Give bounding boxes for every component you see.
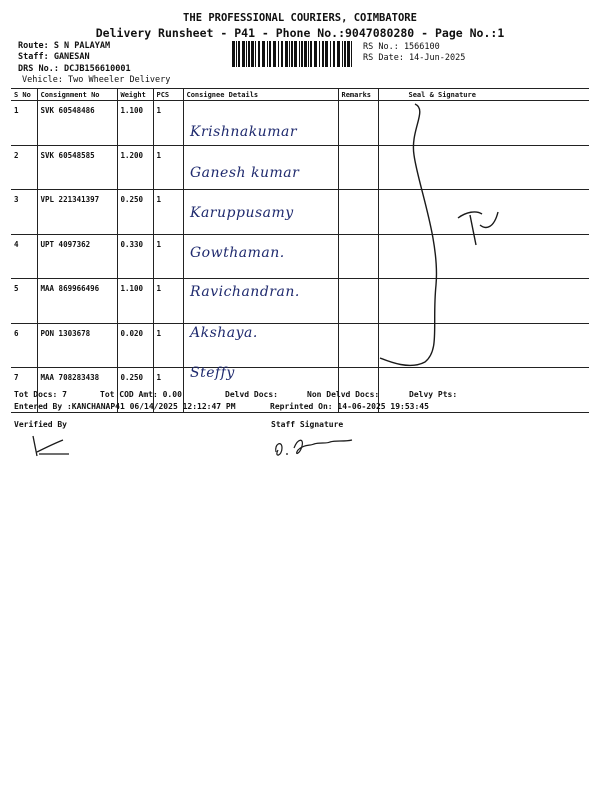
barcode-image <box>232 41 356 67</box>
consignment-cell: PON 1303678 <box>37 323 117 368</box>
weight-cell: 0.250 <box>117 190 153 235</box>
staff-signature-label: Staff Signature <box>271 420 344 429</box>
tot-cod-amount: Tot COD Amt: 0.00 <box>100 390 182 399</box>
drs-number: DRS No.: DCJB156610001 <box>18 64 131 74</box>
sno-cell: 7 <box>11 368 37 413</box>
sno-cell: 6 <box>11 323 37 368</box>
rs-number: RS No.: 1566100 <box>363 42 440 52</box>
col-pcs: PCS <box>153 89 183 101</box>
pcs-cell: 1 <box>153 190 183 235</box>
pcs-cell: 1 <box>153 323 183 368</box>
route-label: Route: S N PALAYAM <box>18 41 111 51</box>
col-remarks: Remarks <box>338 89 378 101</box>
consignee-handwriting: Krishnakumar <box>190 124 298 140</box>
pcs-cell: 1 <box>153 279 183 324</box>
consignment-cell: MAA 708283438 <box>37 368 117 413</box>
delvy-pts: Delvy Pts: <box>409 390 458 399</box>
staff-signature-scribble <box>270 432 360 464</box>
col-weight: Weight <box>117 89 153 101</box>
table-header-row <box>11 89 589 101</box>
sno-cell: 1 <box>11 101 37 146</box>
pcs-cell: 1 <box>153 145 183 190</box>
sno-cell: 2 <box>11 145 37 190</box>
company-title: THE PROFESSIONAL COURIERS, COIMBATORE <box>183 12 417 24</box>
col-consignee: Consignee Details <box>183 89 338 101</box>
col-sno: S No <box>11 89 37 101</box>
weight-cell: 1.100 <box>117 279 153 324</box>
verified-by-label: Verified By <box>14 420 67 429</box>
seal-signature-scribble <box>370 100 520 375</box>
delvd-docs: Delvd Docs: <box>225 390 278 399</box>
sno-cell: 3 <box>11 190 37 235</box>
consignee-handwriting: Ganesh kumar <box>190 165 300 181</box>
consignee-handwriting: Ravichandran. <box>190 284 300 300</box>
weight-cell: 1.100 <box>117 101 153 146</box>
weight-cell: 1.200 <box>117 145 153 190</box>
verifier-signature <box>25 432 80 460</box>
vehicle-label: Vehicle: Two Wheeler Delivery <box>22 75 171 85</box>
entered-by: Entered By :KANCHANAP41 06/14/2025 12:12:47 PM <box>14 402 236 411</box>
consignee-handwriting: Akshaya. <box>190 325 258 341</box>
consignment-cell: MAA 869966496 <box>37 279 117 324</box>
consignee-handwriting: Karuppusamy <box>190 205 294 221</box>
consignee-handwriting: Steffy <box>190 365 235 381</box>
non-delvd-docs: Non Delvd Docs: <box>307 390 380 399</box>
pcs-cell: 1 <box>153 234 183 279</box>
col-consignment: Consignment No <box>37 89 117 101</box>
tot-docs: Tot Docs: 7 <box>14 390 67 399</box>
reprinted-on: Reprinted On: 14-06-2025 19:53:45 <box>270 402 429 411</box>
pcs-cell: 1 <box>153 368 183 413</box>
staff-label: Staff: GANESAN <box>18 52 90 62</box>
weight-cell: 0.250 <box>117 368 153 413</box>
consignment-cell: SVK 60548486 <box>37 101 117 146</box>
consignee-handwriting: Gowthaman. <box>190 245 285 261</box>
pcs-cell: 1 <box>153 101 183 146</box>
rs-date: RS Date: 14-Jun-2025 <box>363 53 466 63</box>
consignment-cell: VPL 221341397 <box>37 190 117 235</box>
weight-cell: 0.330 <box>117 234 153 279</box>
consignment-cell: SVK 60548585 <box>37 145 117 190</box>
sno-cell: 5 <box>11 279 37 324</box>
col-seal-signature: Seal & Signature <box>378 89 589 101</box>
runsheet-title: Delivery Runsheet - P41 - Phone No.:9047080280 - Page No.:1 <box>95 26 505 40</box>
consignment-cell: UPT 4097362 <box>37 234 117 279</box>
sno-cell: 4 <box>11 234 37 279</box>
weight-cell: 0.020 <box>117 323 153 368</box>
